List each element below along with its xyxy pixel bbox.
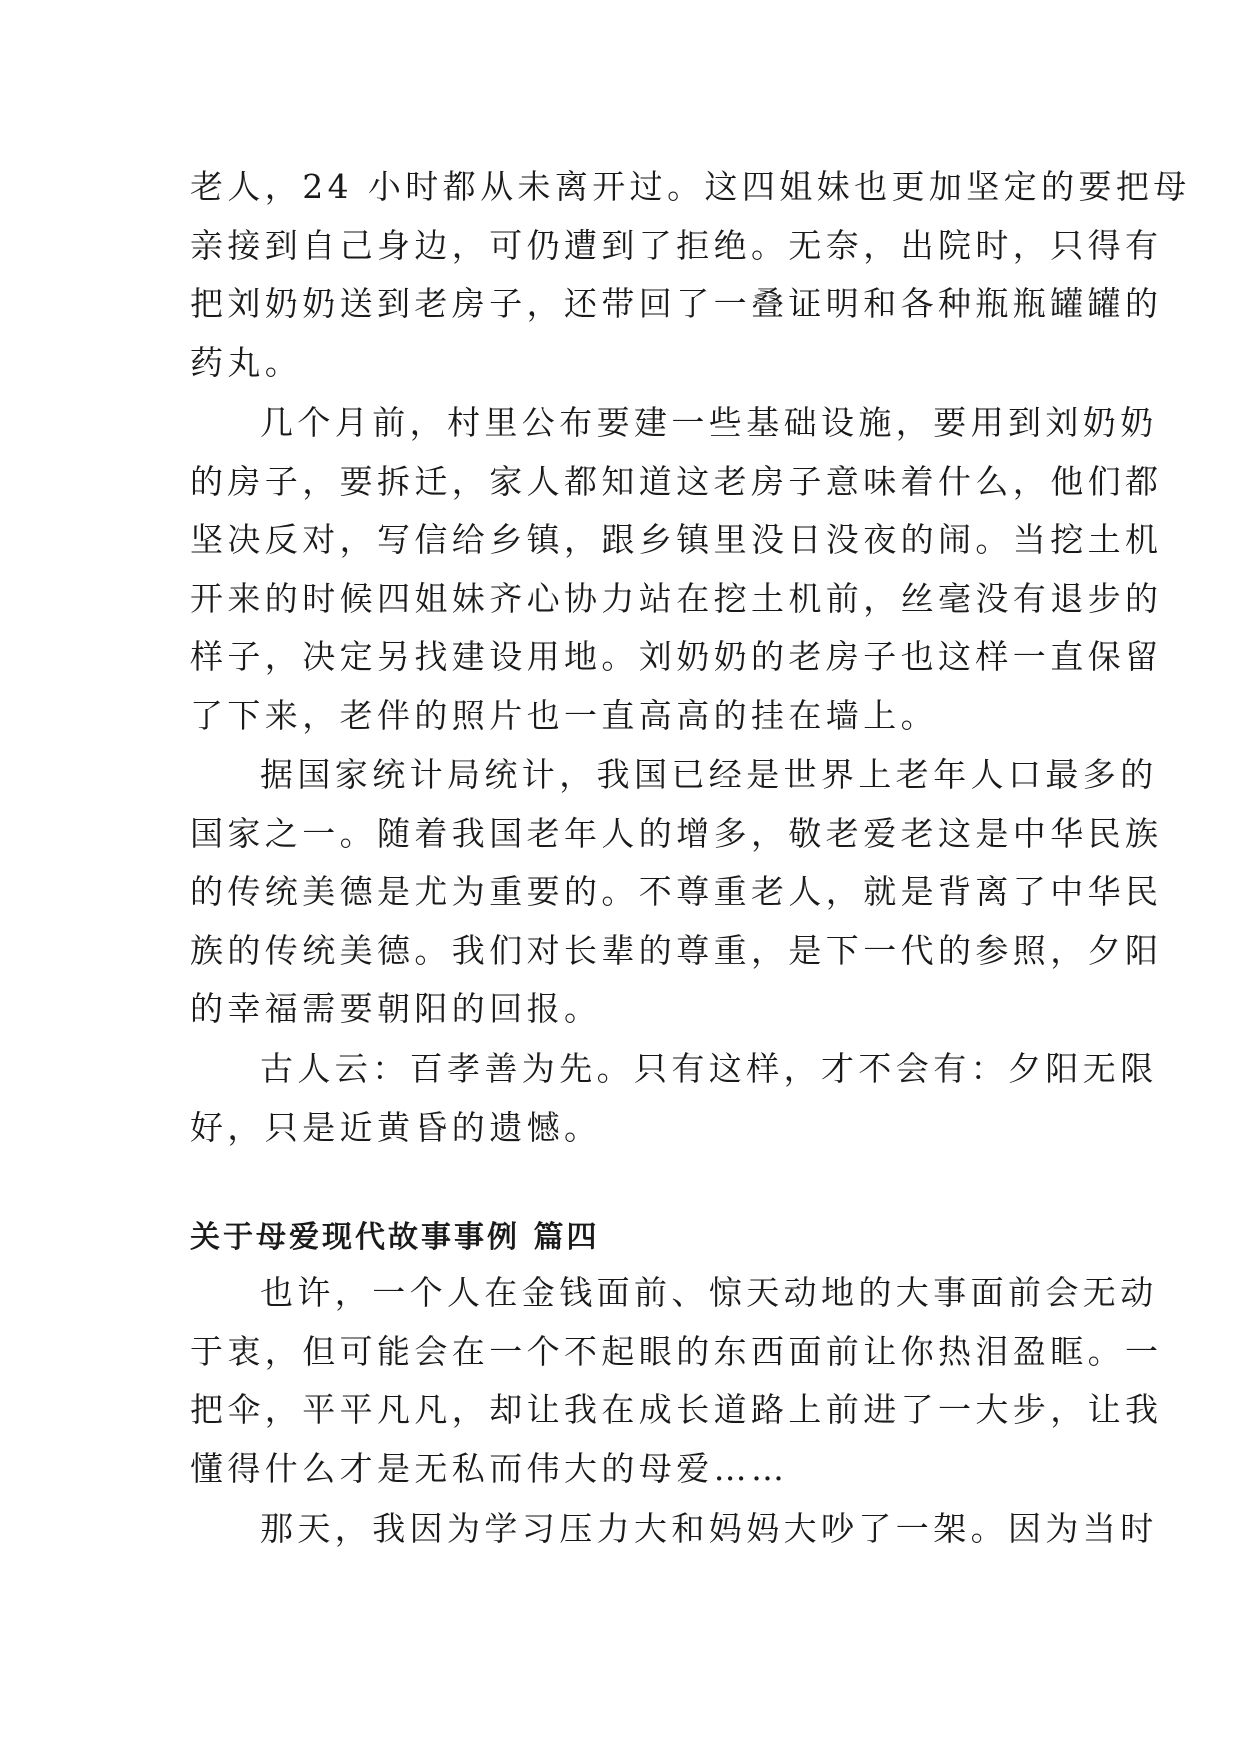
paragraph-4 — [190, 1040, 1158, 1157]
paragraph-line: 也许，一个人在金钱面前、惊天动地的大事面前会无动 — [260, 1273, 1158, 1312]
paragraph-line: 古人云：百孝善为先。只有这样，才不会有：夕阳无限 — [260, 1049, 1158, 1088]
paragraph-line: 那天，我因为学习压力大和妈妈大吵了一架。因为当时 — [260, 1509, 1158, 1548]
paragraph-line: 的幸福需要朝阳的回报。 — [190, 989, 602, 1028]
paragraph-line: 于衷，但可能会在一个不起眼的东西面前让你热泪盈眶。一 — [190, 1331, 1163, 1371]
paragraph-line: 亲接到自己身边，可仍遭到了拒绝。无奈，出院时，只得有 — [190, 225, 1163, 265]
section-heading: 关于母爱现代故事事例 篇四 — [190, 1220, 600, 1255]
paragraph-line: 族的传统美德。我们对长辈的尊重，是下一代的参照，夕阳 — [190, 930, 1163, 970]
paragraph-line: 懂得什么才是无私而伟大的母爱…… — [190, 1448, 789, 1488]
paragraph-line: 了下来，老伴的照片也一直高高的挂在墙上。 — [190, 695, 938, 735]
paragraph-line: 的房子，要拆迁，家人都知道这老房子意味着什么，他们都 — [190, 461, 1163, 501]
paragraph-line: 药丸。 — [190, 342, 303, 382]
paragraph-1 — [190, 158, 1191, 392]
paragraph-line: 的传统美德是尤为重要的。不尊重老人，就是背离了中华民 — [190, 872, 1163, 911]
paragraph-line: 把伞，平平凡凡，却让我在成长道路上前进了一大步，让我 — [190, 1390, 1163, 1429]
section-paragraph-2 — [190, 1500, 1158, 1559]
paragraph-3 — [190, 746, 1163, 1039]
paragraph-line: 好，只是近黄昏的遗憾。 — [190, 1107, 602, 1147]
paragraph-line: 坚决反对，写信给乡镇，跟乡镇里没日没夜的闹。当挖土机 — [190, 520, 1163, 559]
paragraph-line: 把刘奶奶送到老房子，还带回了一叠证明和各种瓶瓶罐罐的 — [190, 284, 1163, 323]
section-paragraph-1 — [190, 1264, 1163, 1498]
paragraph-line: 国家之一。随着我国老年人的增多，敬老爱老这是中华民族 — [190, 813, 1163, 853]
paragraph-line: 几个月前，村里公布要建一些基础设施，要用到刘奶奶 — [260, 403, 1158, 442]
paragraph-line: 据国家统计局统计，我国已经是世界上老年人口最多的 — [260, 755, 1158, 794]
paragraph-line: 老人，24 小时都从未离开过。这四姐妹也更加坚定的要把母 — [190, 167, 1191, 206]
paragraph-line: 开来的时候四姐妹齐心协力站在挖土机前，丝毫没有退步的 — [190, 578, 1163, 618]
paragraph-2 — [190, 394, 1163, 745]
paragraph-line: 样子，决定另找建设用地。刘奶奶的老房子也这样一直保留 — [190, 637, 1163, 676]
